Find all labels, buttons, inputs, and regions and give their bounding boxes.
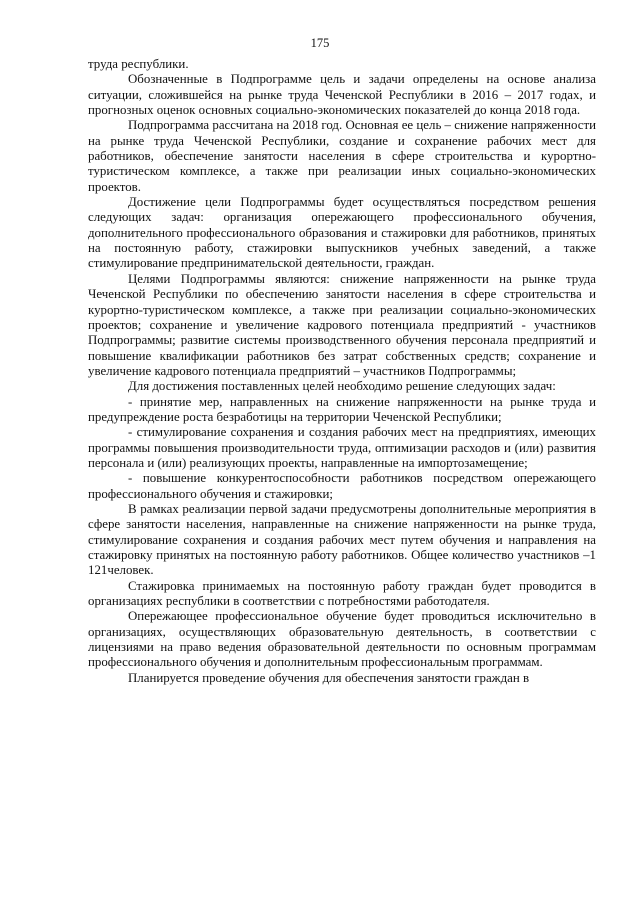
paragraph: Подпрограмма рассчитана на 2018 год. Основная ее цель – снижение напряженности на рынке труда Чеченской Республики, создание и сохранение рабочих мест для работников, обеспечение занятости населения в сфере строительства и курортно-туристическом комплексе, а также при реализации иных социально-экономических проектов. bbox=[88, 118, 596, 194]
paragraph: В рамках реализации первой задачи предусмотрены дополнительные мероприятия в сфере занятости населения, направленные на снижение напряженности на рынке труда, стимулирование сохранения и создания рабочих мест путем обучения и направления на стажировку принятых на постоянную работу работников. Общее количество участников –1 121человек. bbox=[88, 501, 596, 578]
paragraph: Достижение цели Подпрограммы будет осуществляться посредством решения следующих задач: организация опережающего профессионального обучения, дополнительного профессионального образования и стажировки для работников, принятых на постоянную работу, стажировки выпускников учебных заведений, а также стимулирование предпринимательской деятельности, граждан. bbox=[88, 195, 596, 271]
list-item: - принятие мер, направленных на снижение напряженности на рынке труда и предупреждение роста безработицы на территории Чеченской Республики; bbox=[88, 394, 596, 424]
list-item: - стимулирование сохранения и создания рабочих мест на предприятиях, имеющих программы повышения производительности труда, оптимизации расходов и (или) развития персонала и (или) реализующих проекты, направленные на импортозамещение; bbox=[88, 425, 596, 470]
page-number: 175 bbox=[310, 36, 330, 50]
paragraph: Опережающее профессиональное обучение будет проводиться исключительно в организациях, осуществляющих образовательную деятельность, в соответствии с лицензиями на право ведения образовательной деятельности по основным программам профессионального обучения и дополнительным профессиональным программам. bbox=[88, 609, 596, 670]
body-text bbox=[88, 57, 596, 686]
paragraph: труда республики. bbox=[88, 57, 189, 71]
paragraph: Для достижения поставленных целей необходимо решение следующих задач: bbox=[128, 379, 556, 394]
paragraph: Планируется проведение обучения для обеспечения занятости граждан в bbox=[128, 670, 530, 685]
paragraph: Стажировка принимаемых на постоянную работу граждан будет проводится в организациях республики в соответствии с потребностями работодателя. bbox=[88, 578, 596, 609]
paragraph: Обозначенные в Подпрограмме цель и задачи определены на основе анализа ситуации, сложившейся на рынке труда Чеченской Республики в 2016 – 2017 годах, и прогнозных оценок основных социально-экономических показателей до конца 2018 года. bbox=[88, 72, 596, 118]
paragraph: Целями Подпрограммы являются: снижение напряженности на рынке труда Чеченской Республики по обеспечению занятости населения в сфере строительства и курортно-туристическом комплексе, а также при реализации социально-экономических проектов; сохранение и увеличение кадрового потенциала предприятий - участников Подпрограммы; развитие системы производственного обучения персонала предприятий и повышение квалификации работников без затрат собственных средств; сохранение и увеличение кадрового потенциала предприятий – участников Подпрограммы; bbox=[88, 271, 596, 378]
list-item: - повышение конкурентоспособности работников посредством опережающего профессионального обучения и стажировки; bbox=[88, 471, 596, 501]
